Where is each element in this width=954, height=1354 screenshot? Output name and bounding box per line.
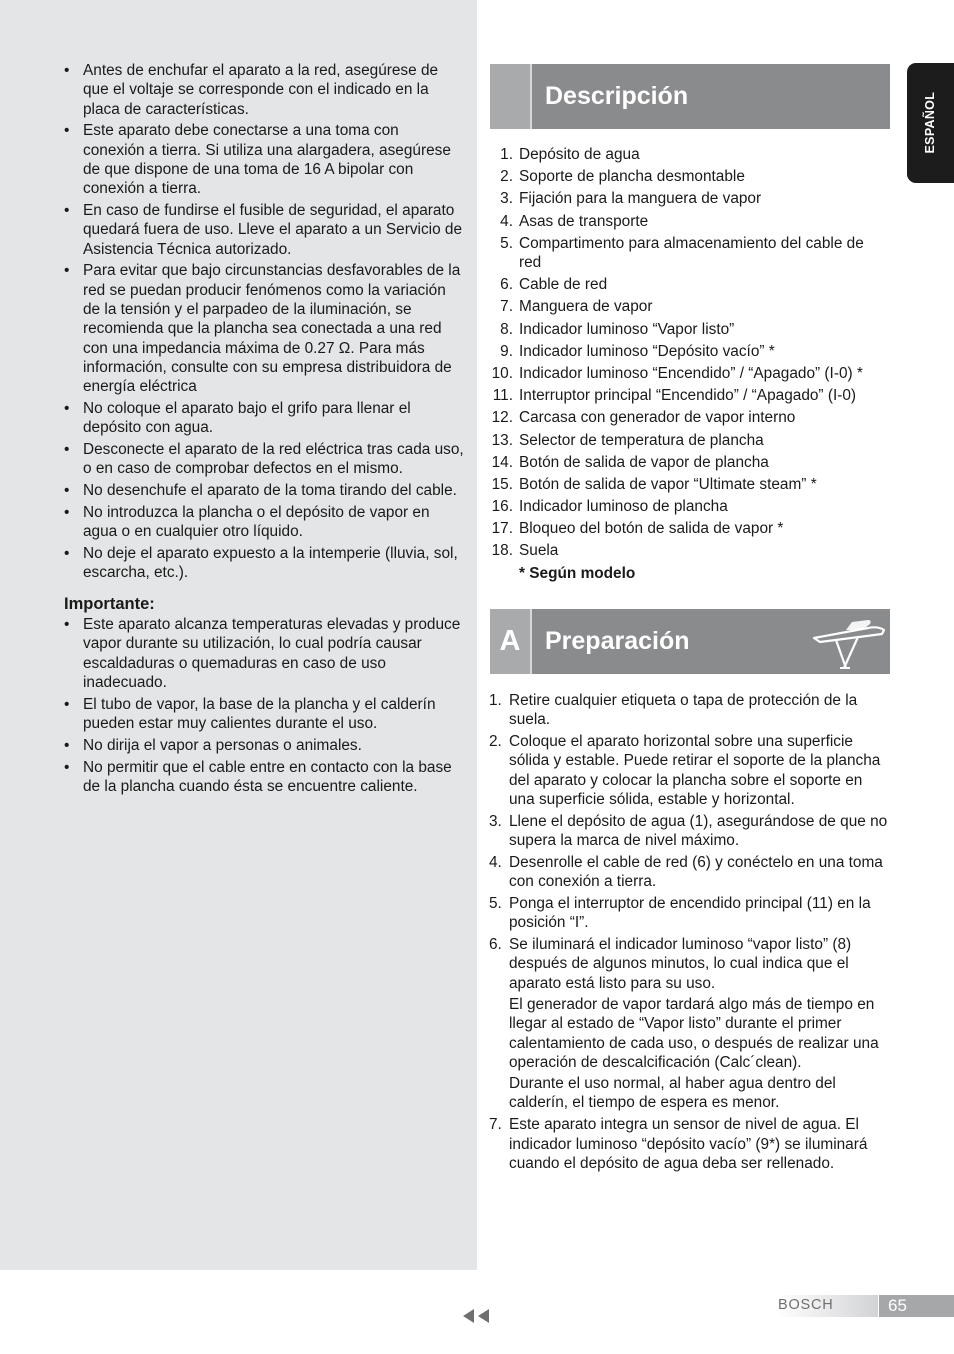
part-number: 11. [492, 387, 513, 405]
part-label: Indicador luminoso de plancha [519, 498, 728, 516]
part-label: Suela [519, 542, 559, 560]
part-number: 16. [491, 498, 513, 516]
part-item [489, 497, 890, 516]
part-item [489, 212, 890, 231]
step-number: 1. [489, 692, 502, 709]
part-number: 17. [491, 520, 513, 538]
part-item [489, 145, 890, 164]
safety-item: • No introduzca la plancha o el depósito de vapor en agua o en cualquier otro líquido. [64, 503, 464, 542]
part-label: Soporte de plancha desmontable [519, 168, 745, 186]
part-item [489, 275, 890, 294]
ironing-board-icon [806, 609, 890, 674]
part-label: Fijación para la manguera de vapor [519, 190, 762, 208]
safety-item: • No coloque el aparato bajo el grifo para llenar el depósito con agua. [64, 399, 464, 438]
step-text: Llene el depósito de agua (1), asegurándose de que no supera la marca de nivel máximo. [509, 812, 888, 850]
part-number: 12. [491, 409, 513, 427]
safety-item: • No desenchufe el aparato de la toma tirando del cable. [64, 481, 464, 500]
part-item [489, 453, 890, 472]
part-number: 3. [500, 190, 513, 208]
part-item [489, 431, 890, 450]
prep-step [489, 853, 890, 892]
part-label: Indicador luminoso “Depósito vacío” * [519, 342, 775, 360]
step-text: Se iluminará el indicador luminoso “vapor listo” (8) después de algunos minutos, lo cual indica que el aparato está listo para su uso. [509, 936, 852, 992]
part-item [489, 297, 890, 316]
step-number: 3. [489, 812, 502, 830]
part-label: Botón de salida de vapor de plancha [519, 453, 769, 471]
part-label: Botón de salida de vapor “Ultimate steam” * [519, 475, 817, 493]
part-item [489, 234, 890, 273]
parts-list [489, 145, 890, 561]
part-number: 4. [500, 212, 513, 230]
safety-item: • Este aparato debe conectarse a una toma con conexión a tierra. Si utiliza una alargadera, asegúrese de que dispone de una toma de 16 A bipolar con conexión a tierra. [64, 121, 464, 198]
safety-content [64, 61, 464, 799]
safety-list [64, 61, 464, 583]
part-item [489, 519, 890, 538]
prep-step [489, 894, 890, 933]
double-left-arrow-icon[interactable] [463, 1307, 491, 1325]
safety-item: • Para evitar que bajo circunstancias desfavorables de la red se puedan producir fenómenos como la variación de la tensión y el parpadeo de la iluminación, se recomienda que la plancha sea conectada a una red con una impedancia máxima de 0.27 Ω. Para más información, consulte con su empresa distribuidora de energía eléctrica [64, 261, 464, 396]
prep-step [489, 691, 890, 730]
step-note: El generador de vapor tardará algo más de tiempo en llegar al estado de “Vapor listo” durante el primer calentamiento de cada uso, o después de realizar una operación de descalcificación (Calc´clean). [509, 995, 879, 1071]
part-label: Manguera de vapor [519, 298, 653, 316]
part-number: 8. [500, 320, 513, 338]
part-number: 14. [491, 453, 513, 471]
step-note: Durante el uso normal, al haber agua dentro del calderín, el tiempo de espera es menor. [509, 1075, 836, 1112]
safety-item: • Desconecte el aparato de la red eléctrica tras cada uso, o en caso de comprobar defectos en el mismo. [64, 440, 464, 479]
importante-list [64, 615, 464, 796]
prep-step [489, 732, 890, 809]
safety-item: • En caso de fundirse el fusible de seguridad, el aparato quedará fuera de uso. Lleve el aparato a un Servicio de Asistencia Técnica autorizado. [64, 201, 464, 259]
part-item [489, 320, 890, 339]
step-text: Retire cualquier etiqueta o tapa de protección de la suela. [509, 692, 858, 729]
step-number: 6. [489, 936, 502, 954]
part-label: Carcasa con generador de vapor interno [519, 409, 796, 427]
part-number: 15. [491, 475, 513, 493]
part-label: Compartimento para almacenamiento del cable de red [519, 234, 864, 272]
step-number: 2. [489, 733, 502, 751]
part-label: Selector de temperatura de plancha [519, 431, 764, 449]
descripcion-header [490, 64, 890, 129]
part-number: 13. [491, 431, 513, 449]
part-number: 7. [500, 298, 513, 316]
importante-item: • No permitir que el cable entre en contacto con la base de la plancha cuando ésta se encuentre caliente. [64, 758, 464, 797]
part-label: Depósito de agua [519, 146, 640, 163]
language-label: ESPAÑOL [922, 92, 937, 154]
step-number: 7. [489, 1116, 502, 1134]
part-item [489, 541, 890, 560]
step-text: Coloque el aparato horizontal sobre una superficie sólida y estable. Puede retirar el soporte de la plancha del aparato y colocar la plancha sobre el soporte en una superficie sólida, estable y horizontal. [509, 733, 881, 808]
part-label: Indicador luminoso “Vapor listo” [519, 320, 735, 338]
part-label: Interruptor principal “Encendido” / “Apagado” (I-0) [519, 387, 857, 405]
step-text: Este aparato integra un sensor de nivel de agua. El indicador luminoso “depósito vacío” (9*) se iluminará cuando el depósito de agua deba ser rellenado. [509, 1116, 868, 1172]
safety-item: • No deje el aparato expuesto a la intemperie (lluvia, sol, escarcha, etc.). [64, 544, 464, 583]
importante-heading: Importante: [64, 594, 155, 613]
part-number: 1. [500, 146, 513, 163]
preparacion-header [490, 609, 890, 674]
part-item [489, 408, 890, 427]
model-footnote: * Según modelo [519, 564, 636, 582]
part-label: Asas de transporte [519, 212, 649, 230]
part-label: Cable de red [519, 276, 608, 294]
step-number: 4. [489, 853, 502, 871]
part-item [489, 189, 890, 208]
step-text: Desenrolle el cable de red (6) y conéctelo en una toma con conexión a tierra. [509, 853, 883, 891]
prep-step [489, 1115, 890, 1173]
safety-item: • Antes de enchufar el aparato a la red, asegúrese de que el voltaje se corresponde con el indicado en la placa de características. [64, 61, 464, 119]
language-tab [907, 63, 954, 183]
preparacion-content [489, 691, 890, 1176]
part-item [489, 475, 890, 494]
part-number: 18. [491, 542, 513, 560]
part-number: 10. [491, 364, 513, 382]
descripcion-content [489, 145, 890, 583]
descripcion-title: Descripción [545, 81, 689, 110]
importante-item: • Este aparato alcanza temperaturas elevadas y produce vapor durante su utilización, lo cual podría causar escaldaduras o quemaduras en caso de uso inadecuado. [64, 615, 464, 692]
step-number: 5. [489, 894, 502, 912]
part-number: 2. [500, 168, 513, 186]
safety-panel [0, 0, 477, 1270]
page-number: 65 [879, 1295, 954, 1317]
part-number: 5. [500, 234, 513, 252]
part-label: Bloqueo del botón de salida de vapor * [519, 520, 784, 538]
step-text: Ponga el interruptor de encendido principal (11) en la posición “I”. [509, 894, 871, 932]
preparation-steps [489, 691, 890, 1173]
importante-item: • El tubo de vapor, la base de la plancha y el calderín pueden estar muy calientes durante el uso. [64, 695, 464, 734]
part-number: 6. [500, 276, 513, 294]
part-item [489, 342, 890, 361]
part-label: Indicador luminoso “Encendido” / “Apagado” (I-0) * [519, 364, 863, 382]
section-letter: A [490, 609, 530, 674]
part-item [489, 364, 890, 383]
part-item [489, 167, 890, 186]
part-item [489, 386, 890, 405]
section-marker [490, 64, 530, 129]
preparacion-title: Preparación [545, 626, 690, 655]
part-number: 9. [500, 342, 513, 360]
prep-step [489, 812, 890, 851]
importante-item: • No dirija el vapor a personas o animales. [64, 736, 464, 755]
footer-brand: BOSCH [776, 1295, 878, 1317]
prep-step [489, 935, 890, 1113]
